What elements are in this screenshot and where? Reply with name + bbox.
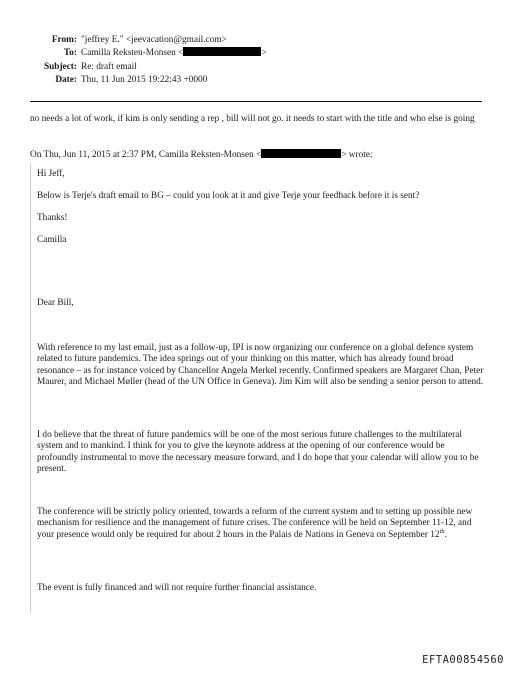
quoted-para3-end: . [444,529,447,540]
subject-value: Re: draft email [81,61,137,72]
from-value: "jeffrey E." <jeevacation@gmail.com> [81,35,227,45]
quote-intro-start: On Thu, Jun 11, 2015 at 2:37 PM, Camilla Reksten-Monsen < [30,150,262,160]
quoted-dear: Dear Bill, [37,298,74,308]
to-label: To: [63,48,77,59]
reply-text: no needs a lot of work, if kim is only sending a rep , bill will not go. it needs to start with the title and who else is going [30,114,475,124]
date-value: Thu, 11 Jun 2015 19:22:43 +0000 [81,75,208,86]
quoted-greeting: Hi Jeff, [37,169,65,179]
redaction-box [261,149,341,158]
date-row [18,74,267,87]
quoted-thanks: Thanks! [37,213,68,223]
quoted-message [30,163,493,613]
date-label: Date: [55,75,77,86]
subject-row [18,61,267,74]
from-label: From: [51,35,77,45]
to-row [18,47,267,60]
quoted-para3 [37,507,487,541]
to-value-end: > [261,48,267,59]
quote-intro-end: > wrote: [341,150,373,160]
document-id: EFTA00854560 [422,654,504,666]
quote-intro [30,149,373,160]
quoted-line1: Below is Terje's draft email to BG – could you look at it and give Terje your feedback before it is sent? [37,191,420,201]
to-value-start: Camilla Reksten-Monsen < [81,48,184,59]
email-header [18,34,267,88]
redaction-box [183,47,261,56]
header-divider [30,101,482,102]
quoted-para2: I do believe that the threat of future pandemics will be one of the most serious future challenges to the multilateral system and to mankind. I think for you to give the keynote address at the opening of our conference would be profoundly instrumental to move the necessary measure forward, and I do hope that your calendar will allow you to be present. [37,430,479,474]
quoted-para3-main: The conference will be strictly policy oriented, towards a reform of the current system and to setting up possible new mechanism for resilience and the management of future crises. The conference will be held on September 11-12, and your presence would only be required for about 2 hours in the Palais de Nations in Geneva on September 12 [37,507,473,540]
quoted-para4: The event is fully financed and will not require further financial assistance. [37,583,317,593]
quoted-para3-sup: th [439,527,445,535]
quoted-signoff: Camilla [37,235,67,245]
from-row [18,34,267,47]
subject-label: Subject: [43,61,77,72]
quoted-para1: With reference to my last email, just as a follow-up, IPI is now organizing our conference on a global defence system related to future pandemics. The idea springs out of your thinking on this matter, which has already found broad resonance – as for instance voiced by Chancellor Angela Merkel recently. Confirmed speakers are Margaret Chan, Peter Maurer, and Michael Møller (head of the UN Office in Geneva). Jim Kim will also be sending a senior person to attend. [37,343,484,387]
to-value [81,47,267,60]
